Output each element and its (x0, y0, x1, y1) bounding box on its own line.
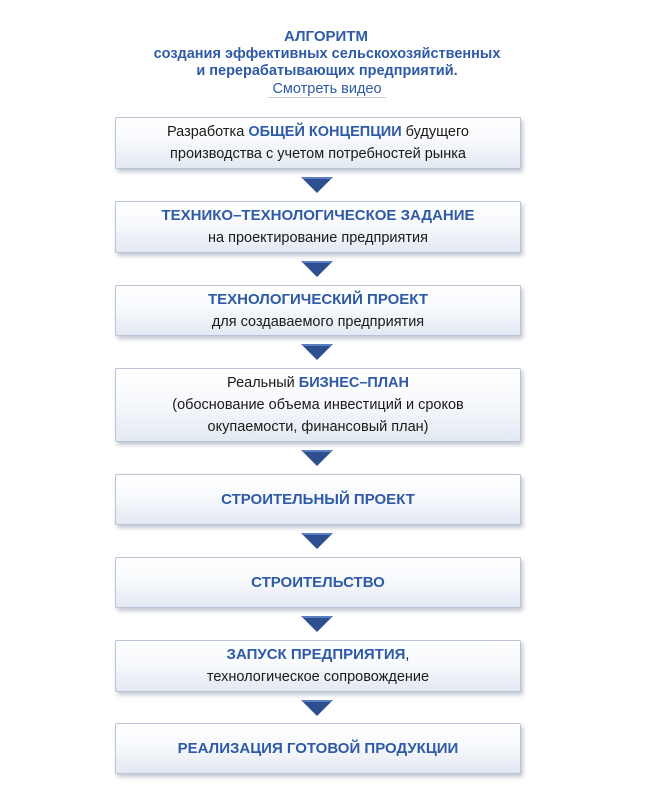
step-launch-suffix: , (405, 647, 410, 663)
step-business-plan-prefix: Реальный (227, 375, 299, 391)
step-sales (115, 723, 521, 774)
step-tech-project-heading: ТЕХНОЛОГИЧЕСКИЙ ПРОЕКТ (208, 290, 428, 308)
step-concept-line1 (167, 121, 469, 143)
step-launch-line1 (227, 644, 410, 666)
step-business-plan-line2: (обоснование объема инвестиций и сроков (172, 397, 464, 413)
step-launch-highlight: ЗАПУСК ПРЕДПРИЯТИЯ (226, 646, 406, 663)
step-business-plan-highlight: БИЗНЕС–ПЛАН (298, 375, 409, 391)
down-arrow-icon (301, 533, 333, 549)
step-construction-project-heading: СТРОИТЕЛЬНЫЙ ПРОЕКТ (221, 490, 415, 508)
down-arrow-icon (301, 261, 333, 277)
down-arrow-icon (301, 616, 333, 632)
step-concept-prefix: Разработка (166, 124, 249, 140)
step-concept (115, 117, 521, 169)
step-sales-heading: РЕАЛИЗАЦИЯ ГОТОВОЙ ПРОДУКЦИИ (177, 739, 459, 757)
step-tech-assignment (115, 201, 521, 253)
down-arrow-icon (301, 700, 333, 716)
step-tech-project (115, 285, 521, 336)
step-concept-line2: производства с учетом потребностей рынка (170, 146, 466, 162)
watch-video-link[interactable]: Смотреть видео (268, 81, 385, 98)
down-arrow-icon (301, 344, 333, 360)
diagram-subtitle-line1: создания эффективных сельскохозяйственных (153, 46, 501, 62)
step-concept-suffix: будущего (401, 124, 470, 140)
diagram-title: АЛГОРИТМ (284, 28, 368, 45)
down-arrow-icon (301, 177, 333, 193)
down-arrow-icon (301, 450, 333, 466)
diagram-subtitle-line2: и перерабатывающих предприятий. (196, 63, 458, 79)
step-tech-project-line2: для создаваемого предприятия (211, 313, 425, 330)
step-tech-assignment-line2: на проектирование предприятия (208, 230, 428, 246)
step-tech-assignment-heading: ТЕХНИКО–ТЕХНОЛОГИЧЕСКОЕ ЗАДАНИЕ (161, 207, 475, 224)
step-construction (115, 557, 521, 608)
step-construction-heading: СТРОИТЕЛЬСТВО (251, 573, 385, 591)
diagram-header (0, 28, 654, 98)
step-launch (115, 640, 521, 692)
step-business-plan-line1 (227, 372, 409, 394)
step-concept-highlight: ОБЩЕЙ КОНЦЕПЦИИ (248, 124, 402, 140)
step-construction-project (115, 474, 521, 525)
step-business-plan (115, 368, 521, 442)
step-launch-line2: технологическое сопровождение (206, 669, 430, 685)
step-business-plan-line3: окупаемости, финансовый план) (207, 419, 429, 435)
